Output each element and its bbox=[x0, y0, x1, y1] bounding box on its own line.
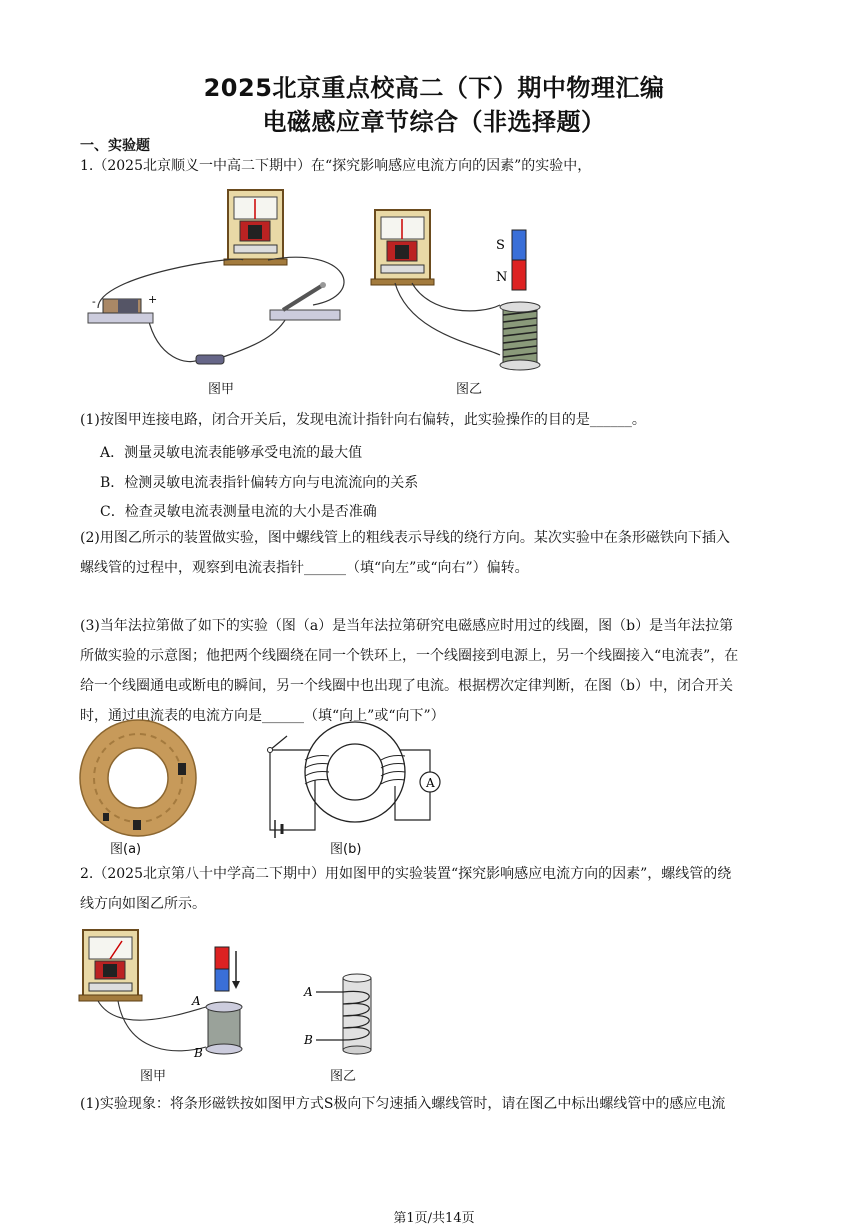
q1-part2-line1: (2)用图乙所示的装置做实验，图中螺线管上的粗线表示导线的绕行方向。某次实验中在条形磁铁向下插入 bbox=[80, 530, 730, 546]
q2-caption-yi: 图乙 bbox=[330, 1069, 357, 1084]
q1-figure-a-ring bbox=[78, 718, 198, 838]
battery-minus: - bbox=[92, 295, 96, 308]
q2-label-a: A bbox=[192, 994, 201, 1008]
q1-part1: (1)按图甲连接电路，闭合开关后，发现电流计指针向右偏转，此实验操作的目的是______。 bbox=[80, 412, 646, 428]
galvanometer-q2 bbox=[79, 930, 142, 1001]
q1-part3-line3: 给一个线圈通电或断电的瞬间，另一个线圈中也出现了电流。根据楞次定律判断，在图（b）中，闭合开关 bbox=[80, 678, 733, 694]
q1-stem: 1.（2025北京顺义一中高二下期中）在“探究影响感应电流方向的因素”的实验中， bbox=[80, 158, 592, 174]
magnet-s-label: S bbox=[496, 238, 505, 253]
q1-option-a: A．测量灵敏电流表能够承受电流的最大值 bbox=[100, 445, 363, 461]
q2-part1: (1)实验现象：将条形磁铁按如图甲方式S极向下匀速插入螺线管时，请在图乙中标出螺线管中的感应电流 bbox=[80, 1096, 726, 1112]
page-number: 第1页/共14页 bbox=[393, 1211, 475, 1226]
battery-plus: + bbox=[148, 293, 158, 306]
page-title: 2025北京重点校高二（下）期中物理汇编 bbox=[203, 74, 665, 102]
q2-yi-label-b: B bbox=[304, 1033, 313, 1047]
q2-label-b: B bbox=[194, 1046, 203, 1060]
q1-caption-yi: 图乙 bbox=[456, 382, 483, 397]
section-heading: 一、实验题 bbox=[80, 138, 150, 154]
q2-figure-jia bbox=[78, 925, 258, 1065]
q2-stem-line1: 2.（2025北京第八十中学高二下期中）用如图甲的实验装置“探究影响感应电流方向的因素”，螺线管的绕 bbox=[80, 866, 732, 882]
q1-part2-line2: 螺线管的过程中，观察到电流表指针______（填“向左”或“向右”）偏转。 bbox=[80, 560, 529, 576]
q2-caption-jia: 图甲 bbox=[140, 1069, 167, 1084]
ammeter-label: A bbox=[426, 776, 435, 790]
q2-figure-yi bbox=[298, 970, 388, 1060]
q2-yi-label-a: A bbox=[304, 985, 313, 999]
q1-figure-b-circuit bbox=[255, 720, 445, 840]
q1-caption-jia: 图甲 bbox=[208, 382, 235, 397]
galvanometer-yi bbox=[371, 210, 434, 285]
page-subtitle: 电磁感应章节综合（非选择题） bbox=[262, 108, 606, 136]
q1-figure-yi bbox=[370, 205, 550, 375]
q1-part3-line1: (3)当年法拉第做了如下的实验（图（a）是当年法拉第研究电磁感应时用过的线圈，图（b）是当年法拉第 bbox=[80, 618, 734, 634]
q1-option-b: B．检测灵敏电流表指针偏转方向与电流流向的关系 bbox=[100, 475, 419, 491]
magnet-n-label: N bbox=[496, 270, 508, 285]
q1-option-c: C．检查灵敏电流表测量电流的大小是否准确 bbox=[100, 504, 377, 520]
q1-figure-jia bbox=[78, 185, 368, 380]
galvanometer-jia bbox=[224, 190, 287, 265]
q1-part3-line4: 时，通过电流表的电流方向是______（填“向上”或“向下”） bbox=[80, 708, 445, 724]
q1-caption-b: 图(b) bbox=[330, 842, 362, 857]
q1-caption-a: 图(a) bbox=[110, 842, 142, 857]
q1-part3-line2: 所做实验的示意图；他把两个线圈绕在同一个铁环上，一个线圈接到电源上，另一个线圈接入“电流表”，在 bbox=[80, 648, 739, 664]
q2-stem-line2: 线方向如图乙所示。 bbox=[80, 896, 206, 912]
